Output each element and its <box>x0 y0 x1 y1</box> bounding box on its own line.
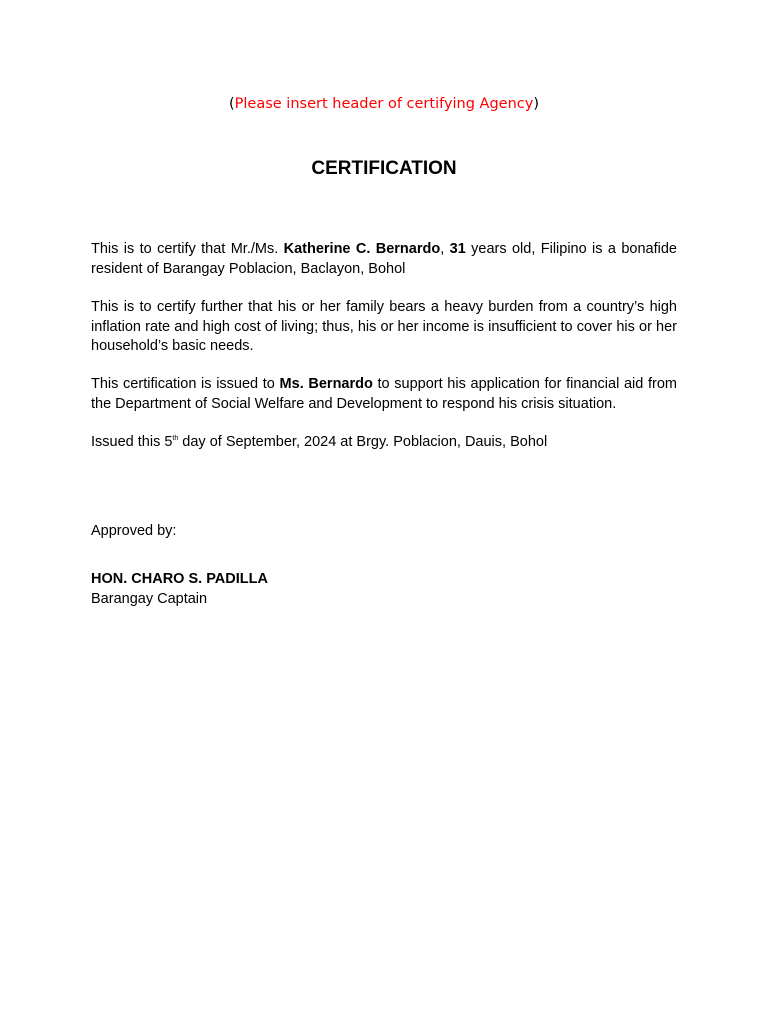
person-name: Katherine C. Bernardo <box>283 241 441 257</box>
agency-placeholder-text: Please insert header of certifying Agency <box>234 96 534 112</box>
person-age: 31 <box>449 241 466 257</box>
paragraph-issuance-purpose <box>91 375 677 414</box>
p3-prefix: This certification is issued to <box>91 376 280 392</box>
recipient-name: Ms. Bernardo <box>279 376 373 392</box>
signatory-name <box>91 570 677 590</box>
p3-suffix: to support his application for financial aid from the Department of Social Welfare and Development to respond his crisis situation. <box>91 376 677 412</box>
signatory-name-text: HON. CHARO S. PADILLA <box>91 571 268 587</box>
p1-prefix: This is to certify that Mr./Ms. <box>91 241 284 257</box>
agency-header-placeholder <box>0 94 768 114</box>
approved-by-label: Approved by: <box>91 523 177 539</box>
paragraph-certify-burden: This is to certify further that his or her family bears a heavy burden from a country’s high inflation rate and high cost of living; thus, his or her income is insufficient to cover his or her household’s basic needs. <box>91 299 677 354</box>
signatory-block <box>91 570 677 609</box>
ordinal-suffix: th <box>172 435 179 443</box>
document-title: CERTIFICATION <box>311 158 457 179</box>
issued-suffix: day of September, 2024 at Brgy. Poblacion, Dauis, Bohol <box>178 434 548 450</box>
paragraph-certify-residence <box>91 240 677 279</box>
signatory-position: Barangay Captain <box>91 590 208 607</box>
p1-suffix: years old, Filipino is a bonafide resident of Barangay Poblacion, Baclayon, Bohol <box>91 241 677 277</box>
p1-separator: , <box>440 241 450 257</box>
issued-prefix: Issued this 5 <box>91 434 173 450</box>
header-close-paren: ) <box>533 96 540 112</box>
issued-date-line <box>91 433 677 453</box>
header-open-paren: ( <box>228 96 235 112</box>
